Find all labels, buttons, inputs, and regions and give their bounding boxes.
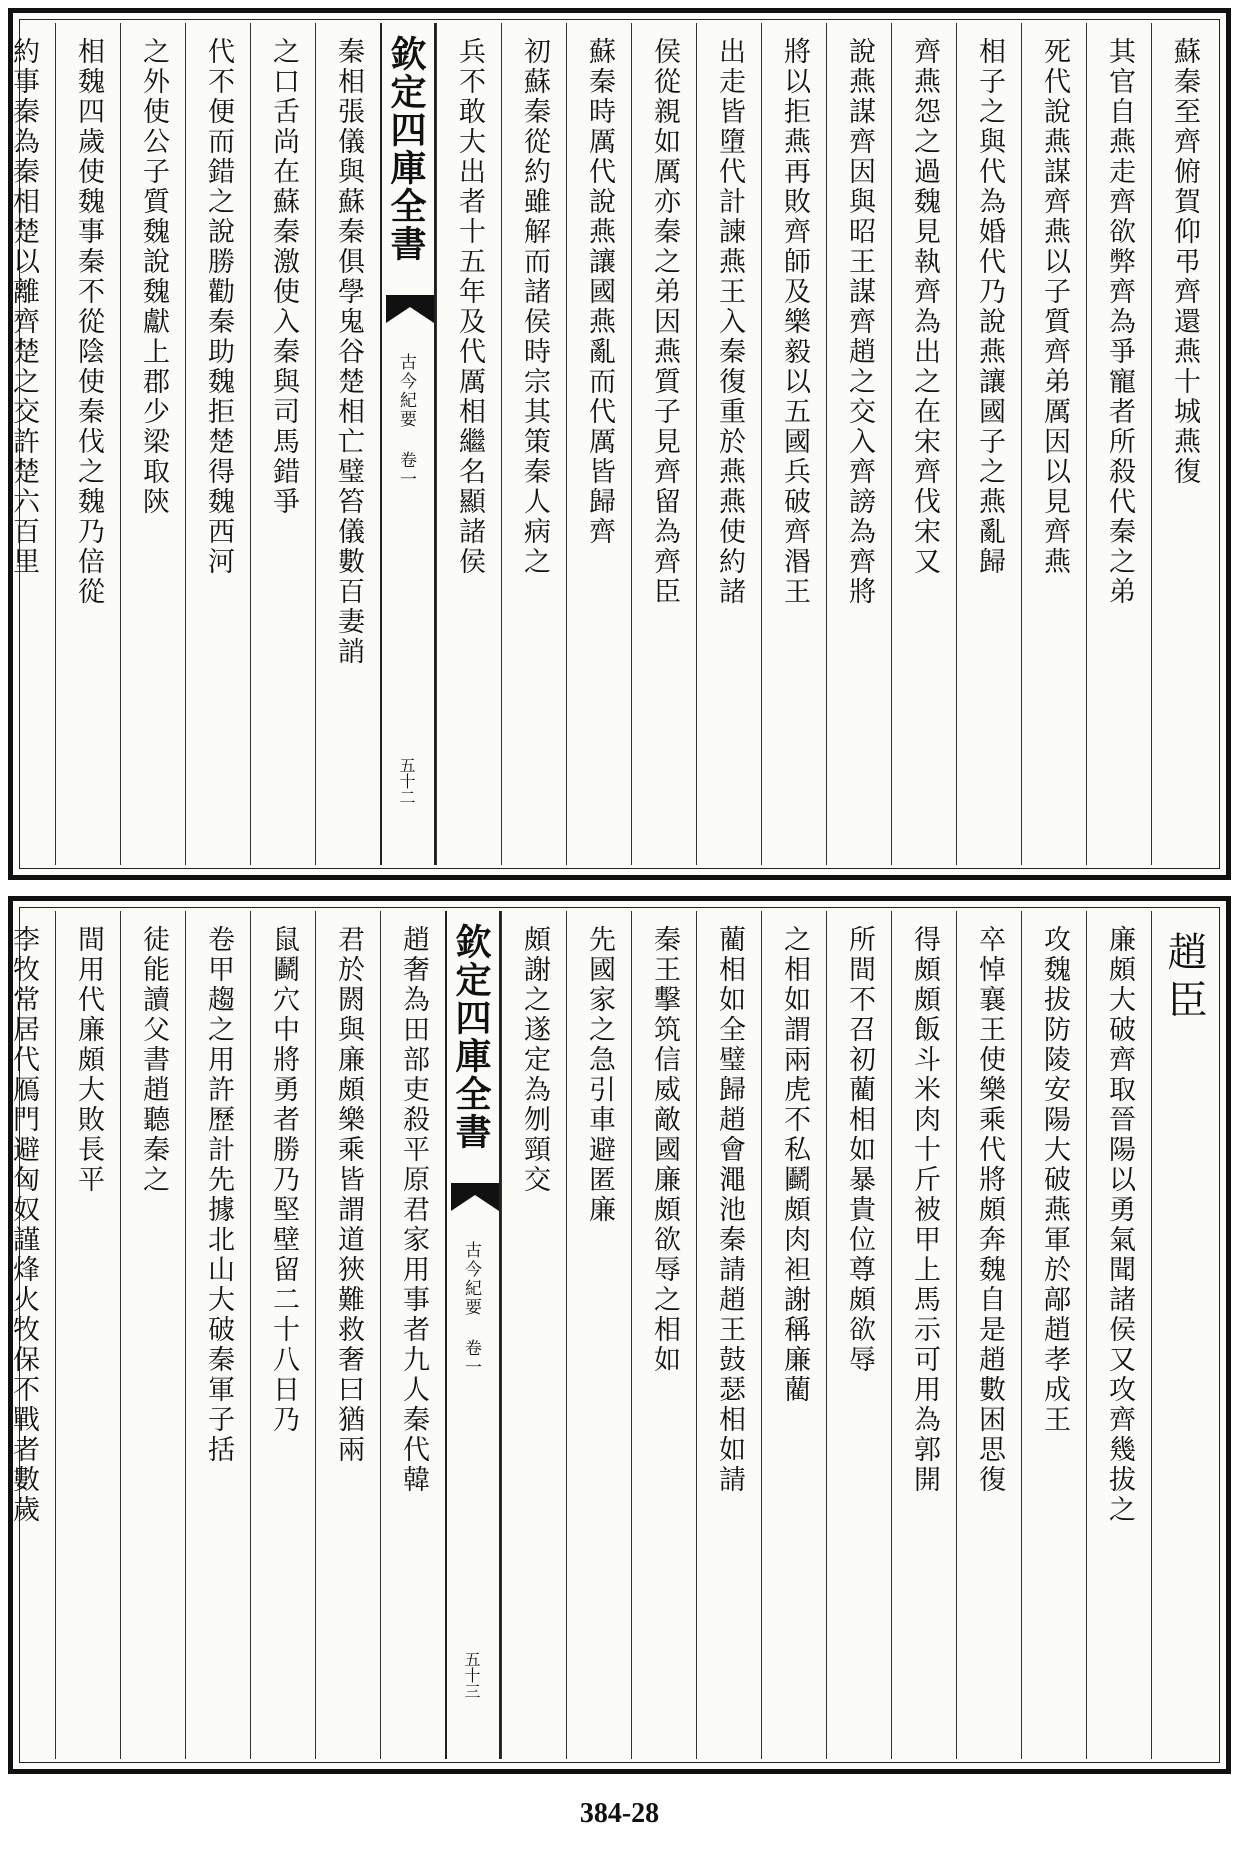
text-column: 秦相張儀與蘇秦俱學鬼谷楚相亡璧笞儀數百妻誚 [315, 23, 380, 865]
bottom-page-columns [8, 911, 1216, 1759]
text-column: 間用代廉頗大敗長平 [55, 911, 120, 1759]
text-column: 侯從親如厲亦秦之弟因燕質子見齊留為齊臣 [631, 23, 696, 865]
text-column: 初蘇秦從約雖解而諸侯時宗其策秦人病之 [501, 23, 566, 865]
folio-number: 五十三 [462, 1651, 481, 1699]
top-page [8, 8, 1231, 880]
text-column: 攻魏拔防陵安陽大破燕軍於鄗趙孝成王 [1021, 911, 1086, 1759]
book-subtitle: 古今紀要 [461, 1241, 481, 1317]
text-column: 先國家之急引車避匿廉 [566, 911, 631, 1759]
text-column: 藺相如全璧歸趙會澠池秦請趙王鼓瑟相如請 [696, 911, 761, 1759]
volume-label: 卷一 [396, 451, 416, 489]
book-title: 欽定四庫全書 [385, 35, 427, 263]
text-column: 所間不召初藺相如暴貴位尊頗欲辱 [826, 911, 891, 1759]
bottom-page [8, 896, 1231, 1774]
text-column: 說燕謀齊因與昭王謀齊趙之交入齊謗為齊將 [826, 23, 891, 865]
text-column: 之相如謂兩虎不私鬬頗肉袒謝稱廉藺 [761, 911, 826, 1759]
folio-number: 五十二 [397, 757, 416, 805]
text-column: 趙奢為田部吏殺平原君家用事者九人秦代韓 [380, 911, 445, 1759]
text-column: 廉頗大破齊取晉陽以勇氣聞諸侯又攻齊幾拔之 [1086, 911, 1151, 1759]
text-column: 徒能讀父書趙聽秦之 [120, 911, 185, 1759]
text-column: 相子之與代為婚代乃說燕讓國子之燕亂歸 [956, 23, 1021, 865]
text-column: 鼠鬬穴中將勇者勝乃堅壁留二十八日乃 [250, 911, 315, 1759]
text-column: 齊燕怨之過魏見執齊為出之在宋齊伐宋又 [891, 23, 956, 865]
text-column: 君於閼與廉頗樂乘皆謂道狹難救奢曰猶兩 [315, 911, 380, 1759]
book-meta [382, 353, 434, 489]
fishtail-mark-icon [451, 1183, 499, 1211]
volume-label: 卷一 [461, 1339, 481, 1377]
text-column: 卷甲趨之用許歷計先據北山大破秦軍子括 [185, 911, 250, 1759]
fishtail-mark-icon [386, 295, 434, 323]
text-column: 之外使公子質魏說魏獻上郡少梁取陝 [120, 23, 185, 865]
text-column: 相魏四歲使魏事秦不從陰使秦伐之魏乃倍從 [55, 23, 120, 865]
top-page-columns [8, 23, 1216, 865]
book-meta [447, 1241, 499, 1377]
text-column: 李牧常居代鴈門避匈奴謹烽火牧保不戰者數歲 [0, 911, 55, 1759]
text-column: 約事秦為秦相楚以離齊楚之交許楚六百里 [0, 23, 55, 865]
text-column: 其官自燕走齊欲弊齊為爭寵者所殺代秦之弟 [1086, 23, 1151, 865]
text-column: 將以拒燕再敗齊師及樂毅以五國兵破齊湣王 [761, 23, 826, 865]
text-column: 卒悼襄王使樂乘代將頗奔魏自是趙數困思復 [956, 911, 1021, 1759]
text-column: 蘇秦至齊俯賀仰弔齊還燕十城燕復 [1151, 23, 1216, 865]
center-banner [445, 911, 501, 1759]
text-column: 得頗頗飯斗米肉十斤被甲上馬示可用為郭開 [891, 911, 956, 1759]
text-column: 代不便而錯之說勝勸秦助魏拒楚得魏西河 [185, 23, 250, 865]
text-column: 兵不敢大出者十五年及代厲相繼名顯諸侯 [436, 23, 501, 865]
text-column: 出走皆墮代計諫燕王入秦復重於燕燕使約諸 [696, 23, 761, 865]
text-column: 死代說燕謀齊燕以子質齊弟厲因以見齊燕 [1021, 23, 1086, 865]
book-subtitle: 古今紀要 [396, 353, 416, 429]
section-heading: 趙臣 [1151, 911, 1216, 1759]
center-banner [380, 23, 436, 865]
book-title: 欽定四庫全書 [450, 923, 492, 1151]
text-column: 蘇秦時厲代說燕讓國燕亂而代厲皆歸齊 [566, 23, 631, 865]
text-column: 秦王擊筑信威敵國廉頗欲辱之相如 [631, 911, 696, 1759]
text-column: 之口舌尚在蘇秦激使入秦與司馬錯爭 [250, 23, 315, 865]
text-column: 頗謝之遂定為刎頸交 [501, 911, 566, 1759]
page-number: 384-28 [579, 1798, 660, 1829]
